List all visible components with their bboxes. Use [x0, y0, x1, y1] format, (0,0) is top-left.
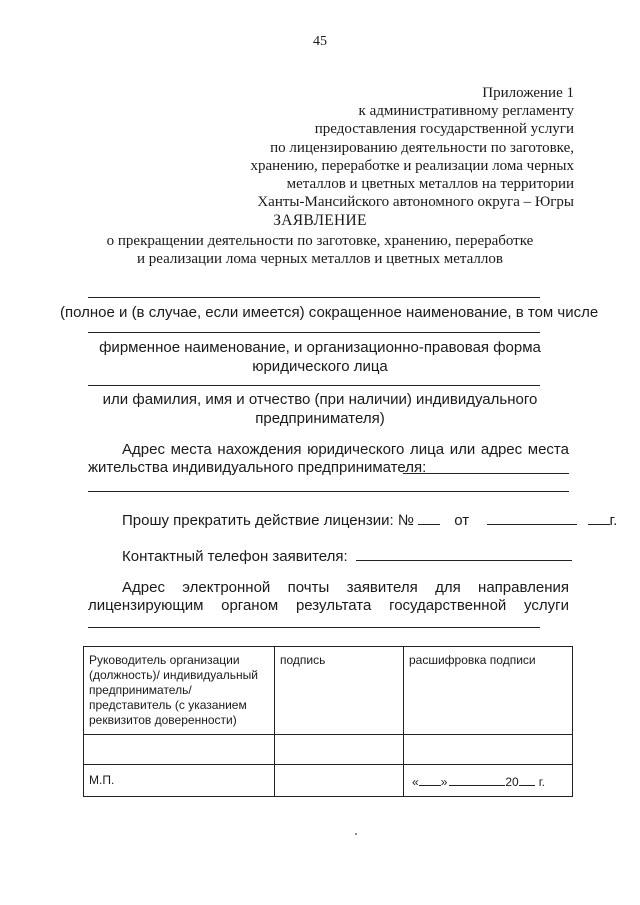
word: лицензирующим — [88, 597, 204, 614]
license-year-field[interactable] — [588, 510, 610, 525]
applicant-name-field[interactable] — [88, 297, 540, 298]
appendix-line: по лицензированию деятельности по заготовке, — [270, 139, 574, 156]
appendix-line: металлов и цветных металлов на территории — [286, 176, 574, 193]
word: государственной — [389, 597, 507, 614]
word: адрес — [480, 441, 523, 458]
email-line-1 — [88, 579, 569, 596]
date-cell — [404, 765, 573, 797]
date-quote-open: « — [412, 775, 419, 789]
email-line-2 — [88, 597, 569, 614]
caption-full-name — [60, 303, 599, 322]
caption-line: предпринимателя) — [255, 410, 385, 427]
appendix-line: предоставления государственной услуги — [314, 121, 574, 138]
table-row — [84, 765, 573, 797]
signature-decoding-cell-header: расшифровка подписи — [404, 647, 573, 735]
table-row — [84, 735, 573, 765]
license-year-suffix: г. — [609, 512, 618, 529]
stamp-cell: М.П. — [84, 765, 275, 797]
word: места — [170, 441, 212, 458]
date-year-prefix: 20 — [505, 775, 519, 789]
word: результата — [295, 597, 372, 614]
date-year-field[interactable] — [519, 771, 535, 786]
signature-table — [83, 646, 573, 797]
signer-name-field[interactable] — [84, 735, 275, 765]
address-line-1 — [88, 441, 569, 458]
phone-field[interactable] — [356, 546, 572, 561]
word: заявителя — [346, 579, 418, 596]
signature-field[interactable] — [275, 735, 404, 765]
license-from-label: от — [454, 512, 470, 529]
word: или — [449, 441, 476, 458]
signature-cell-header: подпись — [275, 647, 404, 735]
signer-position-cell: Руководитель организации (должность)/ индивидуальный предприниматель/ представитель (с указанием реквизитов доверенности) — [84, 647, 275, 735]
caption-entrepreneur — [60, 390, 580, 428]
appendix-line: хранению, переработке и реализации лома черных — [250, 157, 574, 174]
word: направления — [478, 579, 569, 596]
word: органом — [221, 597, 279, 614]
word: Адрес — [122, 441, 165, 458]
word: нахождения — [217, 441, 302, 458]
license-date-field[interactable] — [487, 510, 577, 525]
word: для — [435, 579, 461, 596]
word: места — [527, 441, 569, 458]
stamp-signature-field[interactable] — [275, 765, 404, 797]
address-field-2[interactable] — [88, 491, 569, 492]
date-quote-close: » — [440, 775, 448, 789]
caption-line: (полное и (в случае, если имеется) сокращенное наименование, в том числе — [60, 304, 599, 321]
license-request-line — [122, 510, 617, 529]
applicant-name-field-3[interactable] — [88, 385, 540, 386]
appendix-line: Ханты-Мансийского автономного округа – Югры — [257, 194, 574, 211]
caption-line: фирменное наименование, и организационно-правовая форма — [99, 339, 541, 356]
table-row — [84, 647, 573, 735]
word: услуги — [524, 597, 569, 614]
word: электронной — [182, 579, 271, 596]
address-label: жительства индивидуального предпринимателя: — [88, 459, 427, 476]
date-day-field[interactable] — [419, 771, 441, 786]
word: лица — [410, 441, 445, 458]
appendix-line: Приложение 1 — [482, 85, 574, 101]
date-year-suffix: г. — [538, 775, 545, 789]
applicant-name-field-2[interactable] — [88, 332, 540, 333]
document-subtitle — [0, 232, 640, 268]
document-title: ЗАЯВЛЕНИЕ — [273, 212, 367, 229]
address-line-2 — [88, 459, 426, 476]
phone-label: Контактный телефон заявителя: — [122, 548, 348, 565]
scan-speck — [355, 833, 357, 835]
license-label: Прошу прекратить действие лицензии: № — [122, 512, 414, 529]
word: почты — [287, 579, 330, 596]
appendix-header — [154, 84, 574, 211]
word: Адрес — [122, 579, 165, 596]
subtitle-line-2: и реализации лома черных металлов и цветных металлов — [137, 251, 503, 267]
caption-legal-form — [60, 338, 580, 376]
caption-line: или фамилия, имя и отчество (при наличии) индивидуального — [102, 391, 538, 408]
signature-decoding-field[interactable] — [404, 735, 573, 765]
subtitle-line-1: о прекращении деятельности по заготовке, хранению, переработке — [106, 233, 534, 249]
page-number: 45 — [313, 34, 327, 49]
license-number-field[interactable] — [418, 510, 440, 525]
appendix-line: к административному регламенту — [358, 103, 574, 120]
address-field[interactable] — [403, 473, 569, 474]
word: юридического — [307, 441, 405, 458]
phone-line — [122, 546, 572, 565]
email-field[interactable] — [88, 627, 540, 628]
date-month-field[interactable] — [449, 771, 505, 786]
caption-line: юридического лица — [252, 358, 388, 375]
